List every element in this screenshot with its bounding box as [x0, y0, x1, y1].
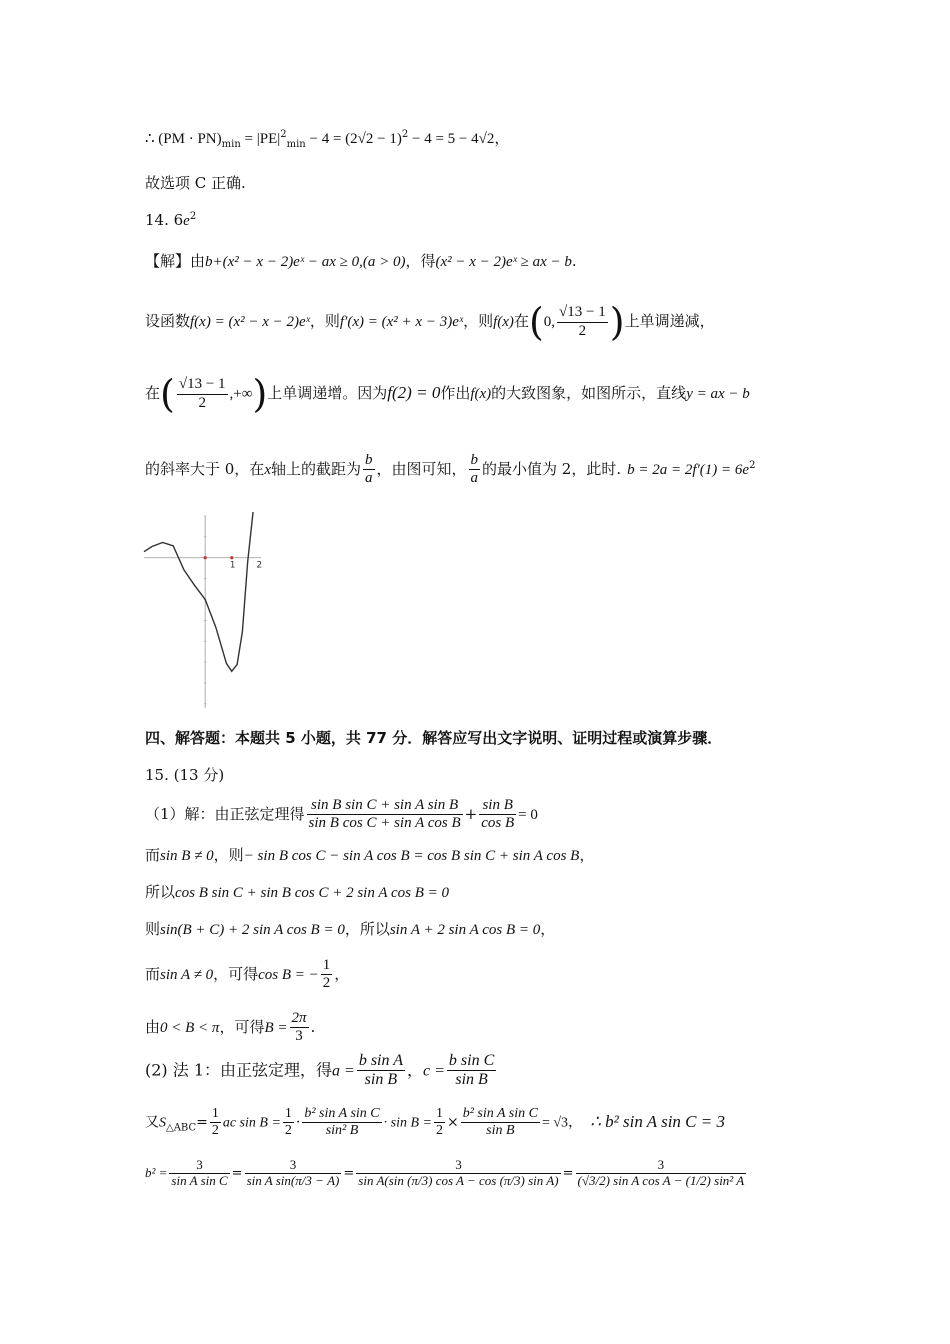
frac-num: 1 [434, 1106, 445, 1123]
text-seg: ,+∞ [229, 386, 253, 402]
frac-den: sin B [364, 1071, 398, 1089]
text-seg: ，则 [213, 846, 244, 864]
x-tick-label: 1 [229, 560, 236, 571]
math-expr: x [264, 461, 271, 478]
text-seg: = |PE| [240, 131, 281, 147]
text-seg: e [183, 213, 190, 229]
frac-den: sin B cos C + sin A cos B [308, 815, 461, 832]
frac-den: cos B [481, 815, 515, 832]
text-seg: 所以 [145, 883, 176, 901]
text-seg: 2 [401, 129, 409, 140]
text-seg: 在 [513, 312, 529, 330]
p15-step-5 [145, 957, 349, 993]
frac-num: sin B [479, 797, 516, 815]
math-expr: f′(x) = (x² + x − 3)eˣ [339, 314, 464, 330]
p15-part2-line1 [145, 1052, 498, 1090]
text-seg: 由 [145, 1017, 161, 1036]
text-seg: 的最小值为 2，此时. [482, 459, 622, 478]
frac-den: sin A sin C [171, 1172, 228, 1188]
fraction [357, 1052, 405, 1090]
math-expr: B = [264, 1019, 288, 1036]
frac-num: 3 [245, 1158, 342, 1174]
math-expr: b = 2a = 2f′(1) = 6e [627, 461, 750, 478]
text-seg: ，可得 [213, 964, 259, 983]
fraction [307, 797, 463, 833]
frac-den: sin A(sin (π/3) cos A − cos (π/3) sin A) [358, 1172, 559, 1188]
fraction [177, 376, 228, 412]
text-seg: = [196, 1114, 208, 1131]
text-seg: ，所以 [344, 920, 390, 938]
x-mark [230, 556, 233, 559]
paren-left: ( [160, 372, 175, 416]
frac-num: b [363, 452, 375, 470]
text-seg: . [571, 252, 577, 270]
fraction [363, 452, 375, 488]
fraction [461, 1106, 540, 1139]
fraction [290, 1010, 309, 1046]
frac-den: 2 [322, 975, 331, 992]
math-expr: S [159, 1115, 166, 1131]
problem-14-answer [145, 212, 196, 229]
math-expr: f(x) [493, 314, 514, 330]
math-expr: 0 < B < π [160, 1019, 220, 1036]
text-seg: 作出 [440, 384, 471, 402]
frac-num: √13 − 1 [557, 304, 608, 322]
math-expr: c = [423, 1062, 445, 1080]
math-expr: f(x) [470, 386, 492, 402]
fraction [356, 1158, 560, 1189]
frac-num: √13 − 1 [177, 376, 228, 394]
frac-num: 3 [356, 1158, 560, 1174]
math-expr: (x² − x − 2)eˣ ≥ ax − b [435, 254, 572, 270]
frac-den: (√3/2) sin A cos A − (1/2) sin² A [577, 1172, 745, 1188]
text-seg: ，则 [463, 312, 494, 330]
math-expr: sin A + 2 sin A cos B = 0 [389, 922, 541, 938]
solution-line-1 [145, 254, 577, 270]
fraction [447, 1052, 496, 1090]
text-seg: ，由图可知， [376, 459, 467, 478]
text-seg: ，可得 [219, 1017, 265, 1036]
math-expr: b² = [145, 1164, 168, 1180]
frac-num: 1 [321, 957, 333, 975]
solution-line-2 [145, 300, 715, 344]
solution-line-4 [145, 452, 755, 488]
text-seg: 2 [280, 129, 287, 140]
text-seg: 而 [145, 846, 161, 864]
fraction [169, 1158, 229, 1189]
fraction [576, 1158, 747, 1189]
x-tick-label: 2 [256, 560, 263, 571]
text-seg: 的大致图象，如图所示，直线 [491, 384, 687, 402]
p15-part2-line2 [145, 1106, 725, 1139]
text-seg: 在 [145, 384, 161, 402]
frac-den: sin B [455, 1071, 488, 1089]
text-seg: ， [579, 846, 595, 864]
p15-step-2 [145, 848, 594, 864]
frac-num: 2π [290, 1010, 309, 1028]
math-expr: ∴ b² sin A sin C = 3 [590, 1111, 725, 1131]
frac-num: b² sin A sin C [302, 1106, 381, 1123]
math-expr: sin B ≠ 0 [160, 848, 214, 864]
frac-den: 2 [578, 322, 587, 339]
problem-15-title [145, 768, 224, 783]
p15-part2-line3 [145, 1158, 748, 1189]
text-seg: = [231, 1165, 243, 1181]
text-seg: 2 [749, 459, 756, 471]
text-seg: 则 [145, 920, 161, 938]
text-seg: = 0 [518, 806, 538, 823]
function-graph [140, 512, 265, 712]
text-seg: 2 [189, 211, 197, 222]
paren-left: ( [528, 300, 544, 344]
frac-num: 1 [210, 1106, 221, 1123]
text-seg: 轴上的截距为 [270, 459, 361, 478]
text-seg: 故选项 C 正确. [145, 174, 246, 192]
text-seg: min [286, 139, 306, 150]
p15-step-6 [145, 1010, 315, 1046]
x-mark [204, 556, 207, 559]
math-expr: − sin B cos C − sin A cos B = cos B sin C + sin A cos B [243, 848, 580, 864]
fraction [210, 1106, 221, 1139]
math-expr: f(2) = 0 [387, 383, 441, 402]
text-seg: ， [540, 920, 556, 938]
frac-num: 3 [576, 1158, 747, 1174]
fraction [434, 1106, 445, 1139]
frac-den: a [365, 470, 373, 487]
text-seg: 而 [145, 964, 161, 983]
frac-num: 3 [169, 1158, 229, 1174]
paren-right: ) [609, 300, 625, 344]
text-seg: min [221, 139, 241, 150]
fraction [469, 452, 481, 488]
math-expr: = √3 [541, 1115, 569, 1131]
math-expr: sin A ≠ 0 [160, 966, 214, 983]
solution-line-3 [145, 372, 750, 416]
frac-num: b sin A [357, 1052, 405, 1071]
text-seg: 设函数 [145, 312, 191, 330]
fraction [321, 957, 333, 993]
fraction [557, 304, 608, 340]
line-min-dot [145, 130, 509, 150]
curve-f [144, 512, 261, 671]
text-seg: + [464, 804, 478, 823]
text-seg: 【解】由 [145, 252, 206, 270]
p15-step-1 [145, 797, 538, 833]
frac-den: sin B [486, 1123, 515, 1139]
frac-den: 2 [284, 1123, 292, 1139]
math-expr: f(x) = (x² − x − 2)eˣ [190, 314, 310, 330]
text-seg: 0, [543, 314, 556, 330]
fraction [479, 797, 516, 833]
text-seg: · [295, 1114, 301, 1131]
frac-den: a [470, 470, 479, 487]
text-seg: 15. (13 分) [145, 766, 225, 784]
text-seg: △ABC [166, 1122, 197, 1134]
text-seg: 上单调递减， [624, 312, 715, 330]
frac-num: sin B sin C + sin A sin B [307, 797, 463, 815]
fraction [302, 1106, 381, 1139]
p15-step-3 [145, 885, 449, 901]
frac-den: 3 [295, 1028, 303, 1045]
frac-den: 2 [211, 1123, 219, 1139]
text-seg: ， [406, 1060, 423, 1080]
p15-step-4 [145, 922, 555, 938]
fraction [283, 1106, 294, 1139]
math-expr: ac sin B = [222, 1115, 281, 1131]
text-seg: ∴ (PM · PN) [145, 131, 222, 147]
text-seg: ， [334, 964, 350, 983]
fraction [245, 1158, 342, 1189]
text-seg: 又 [145, 1114, 159, 1131]
frac-den: sin² B [325, 1123, 359, 1139]
math-expr: sin(B + C) + 2 sin A cos B = 0 [160, 922, 345, 938]
text-seg: 四、解答题：本题共 5 小题，共 77 分．解答应写出文字说明、证明过程或演算步骤． [145, 729, 723, 747]
math-expr: cos B sin C + sin B cos C + 2 sin A cos B = 0 [175, 885, 449, 901]
paren-right: ) [252, 372, 268, 416]
math-expr: b+(x² − x − 2)eˣ − ax ≥ 0,(a > 0) [205, 254, 406, 270]
text-seg: ，得 [405, 252, 436, 270]
frac-num: b² sin A sin C [461, 1106, 540, 1123]
frac-den: sin A sin(π/3 − A) [246, 1172, 340, 1188]
text-seg: （1）解：由正弦定理得 [145, 804, 305, 823]
frac-den: 2 [198, 394, 206, 411]
text-seg: − 4 = 5 − 4√2， [408, 131, 510, 147]
section-4-header [145, 731, 722, 746]
math-expr: y = ax − b [686, 386, 750, 402]
text-seg: 上单调递增。因为 [267, 384, 388, 402]
text-seg: − 4 = (2√2 − 1) [305, 131, 402, 147]
text-seg: ， [568, 1114, 583, 1131]
text-seg: = [562, 1165, 574, 1181]
text-seg: × [446, 1114, 459, 1131]
math-expr: · sin B = [383, 1115, 432, 1131]
text-seg: ，则 [309, 312, 340, 330]
text-seg: 的斜率大于 0，在 [145, 459, 265, 478]
math-expr: a = [332, 1062, 355, 1080]
text-seg: 14. 6 [145, 211, 184, 229]
frac-den: 2 [435, 1123, 443, 1139]
text-seg: = [343, 1165, 355, 1181]
frac-num: 1 [283, 1106, 294, 1123]
text-seg: . [310, 1017, 316, 1036]
text-seg: (2) 法 1：由正弦定理，得 [145, 1060, 333, 1080]
math-expr: cos B = − [258, 966, 319, 983]
frac-num: b [469, 452, 481, 470]
frac-num: b sin C [447, 1052, 496, 1071]
line-option-c [145, 176, 246, 191]
